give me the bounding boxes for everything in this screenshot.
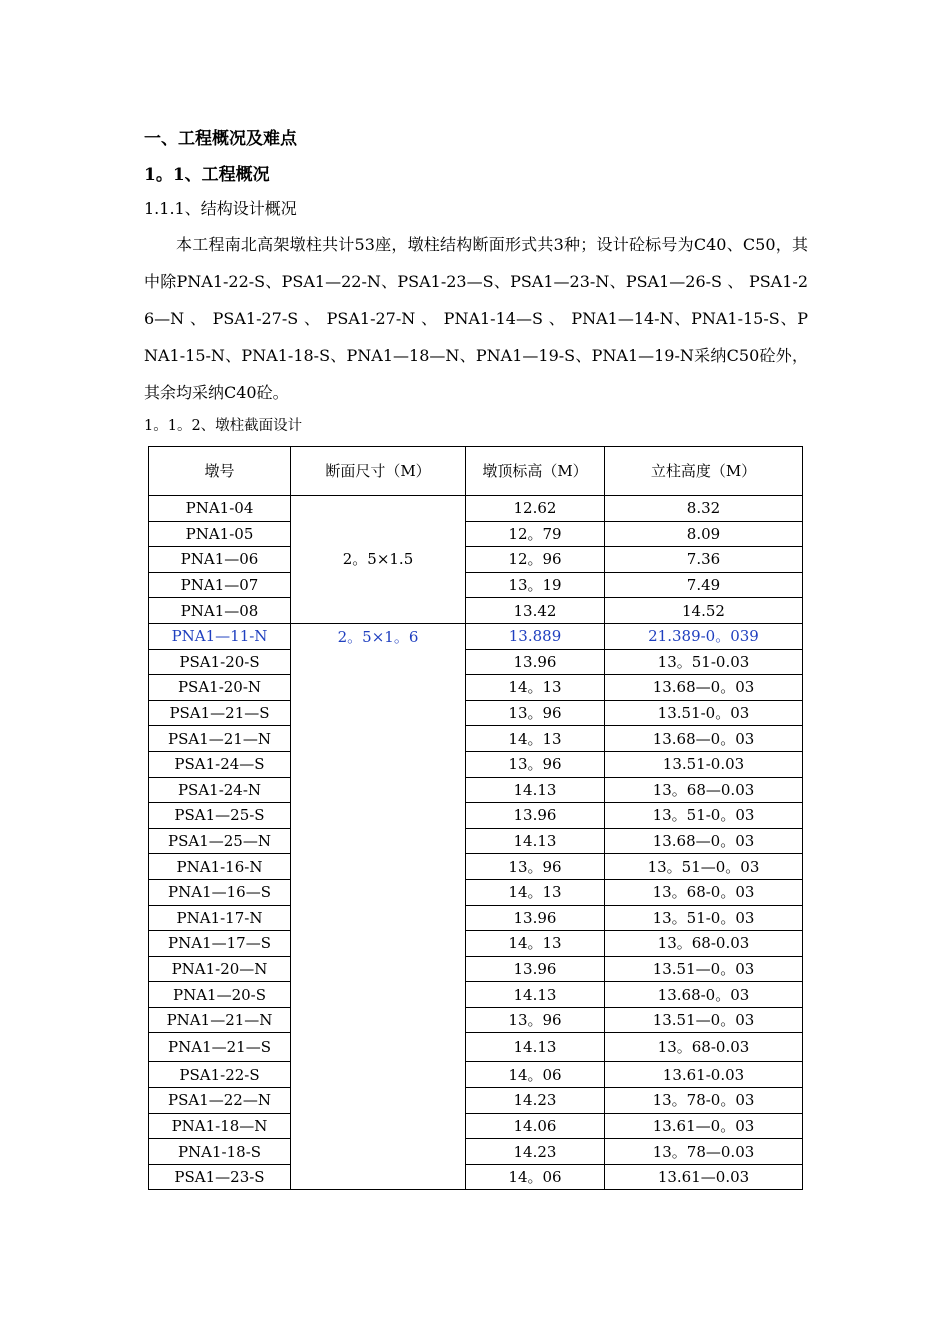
table-row (149, 854, 803, 880)
table-row (149, 1007, 803, 1033)
table-row (149, 496, 803, 522)
table-row (149, 803, 803, 829)
top-elevation-cell: 12。96 (466, 547, 605, 573)
pier-no-cell: PSA1-24-N (149, 777, 291, 803)
top-elevation-cell: 14.23 (466, 1139, 605, 1165)
top-elevation-cell: 13.96 (466, 905, 605, 931)
pier-no-cell: PNA1—06 (149, 547, 291, 573)
column-height-cell: 14.52 (605, 598, 803, 624)
column-height-cell: 13。51—0。03 (605, 854, 803, 880)
top-elevation-cell: 13.42 (466, 598, 605, 624)
table-row-highlighted (149, 623, 803, 649)
column-height-cell: 13.61—0。03 (605, 1113, 803, 1139)
pier-section-table (148, 446, 803, 1190)
pier-no-cell: PSA1-20-N (149, 675, 291, 701)
header-column-height: 立柱高度（M） (605, 447, 803, 496)
sub-subsection-heading: 1.1.1、结构设计概况 (144, 199, 297, 218)
column-height-cell: 13.51-0.03 (605, 751, 803, 777)
table-row (149, 777, 803, 803)
column-height-cell: 21.389-0。039 (605, 623, 803, 649)
column-height-cell: 13.68-0。03 (605, 982, 803, 1008)
pier-no-cell: PNA1—07 (149, 572, 291, 598)
top-elevation-cell: 12.62 (466, 496, 605, 522)
top-elevation-cell: 13。19 (466, 572, 605, 598)
table-row (149, 1088, 803, 1114)
top-elevation-cell: 13。96 (466, 700, 605, 726)
pier-no-cell: PSA1—25—N (149, 828, 291, 854)
pier-no-cell: PNA1-04 (149, 496, 291, 522)
top-elevation-cell: 12。79 (466, 521, 605, 547)
top-elevation-cell: 13。96 (466, 854, 605, 880)
table-row (149, 751, 803, 777)
header-section-size: 断面尺寸（M） (291, 447, 466, 496)
table-row (149, 905, 803, 931)
column-height-cell: 7.36 (605, 547, 803, 573)
table-row (149, 521, 803, 547)
pier-no-cell: PNA1—21—S (149, 1033, 291, 1062)
column-height-cell: 13。68-0.03 (605, 931, 803, 957)
pier-no-cell: PSA1—23-S (149, 1164, 291, 1190)
table-row (149, 675, 803, 701)
column-height-cell: 8.32 (605, 496, 803, 522)
table-row (149, 931, 803, 957)
pier-no-cell: PSA1-22-S (149, 1062, 291, 1088)
pier-no-cell: PNA1-17-N (149, 905, 291, 931)
column-height-cell: 13.51—0。03 (605, 1007, 803, 1033)
column-height-cell: 7.49 (605, 572, 803, 598)
column-height-cell: 13.68—0。03 (605, 828, 803, 854)
column-height-cell: 13.68—0。03 (605, 675, 803, 701)
top-elevation-cell: 14.13 (466, 777, 605, 803)
top-elevation-cell: 14。13 (466, 879, 605, 905)
table-heading: 1。1。2、墩柱截面设计 (144, 418, 303, 434)
section-size-cell: 2。5×1.5 (291, 496, 466, 624)
table-row (149, 598, 803, 624)
pier-no-cell: PNA1-05 (149, 521, 291, 547)
overview-paragraph: 本工程南北高架墩柱共计53座，墩柱结构断面形式共3种；设计砼标号为C40、C50，其中除PNA1-22-S、PSA1—22-N、PSA1-23—S、PSA1—23-N、PSA1—26-S 、 PSA1-26—N 、 PSA1-27-S 、 PSA1-27-N 、 PNA1-14—S 、 PNA1—14-N、PNA1-15-S、PNA1-15-N、PNA1-18-S、PNA1—18—N、PNA1—19-S、PNA1—19-N采纳C50砼外，其余均采纳C40砼。 (144, 235, 808, 402)
table-row (149, 572, 803, 598)
table-row (149, 1113, 803, 1139)
top-elevation-cell: 14。13 (466, 726, 605, 752)
top-elevation-cell: 14。06 (466, 1164, 605, 1190)
column-height-cell: 13。68—0.03 (605, 777, 803, 803)
column-height-cell: 13.61-0.03 (605, 1062, 803, 1088)
top-elevation-cell: 14.06 (466, 1113, 605, 1139)
top-elevation-cell: 14.13 (466, 982, 605, 1008)
top-elevation-cell: 14.13 (466, 1033, 605, 1062)
table-row (149, 982, 803, 1008)
pier-no-cell: PSA1—21—S (149, 700, 291, 726)
table-row (149, 649, 803, 675)
table-header-row (149, 447, 803, 496)
column-height-cell: 13.51—0。03 (605, 956, 803, 982)
table-row (149, 1164, 803, 1190)
table-row (149, 1062, 803, 1088)
top-elevation-cell: 14。06 (466, 1062, 605, 1088)
pier-no-cell: PNA1—21—N (149, 1007, 291, 1033)
top-elevation-cell: 13.96 (466, 803, 605, 829)
header-pier-no: 墩号 (149, 447, 291, 496)
column-height-cell: 13。68-0.03 (605, 1033, 803, 1062)
column-height-cell: 13。51-0.03 (605, 649, 803, 675)
table-row (149, 547, 803, 573)
pier-no-cell: PSA1—21—N (149, 726, 291, 752)
top-elevation-cell: 13。96 (466, 1007, 605, 1033)
section-heading: 一、工程概况及难点 (144, 129, 297, 149)
column-height-cell: 13。78-0。03 (605, 1088, 803, 1114)
top-elevation-cell: 14.23 (466, 1088, 605, 1114)
column-height-cell: 13.61—0.03 (605, 1164, 803, 1190)
top-elevation-cell: 14。13 (466, 675, 605, 701)
table-row (149, 879, 803, 905)
column-height-cell: 13.68—0。03 (605, 726, 803, 752)
table-row (149, 1033, 803, 1062)
top-elevation-cell: 13.96 (466, 649, 605, 675)
pier-no-cell: PSA1—22—N (149, 1088, 291, 1114)
top-elevation-cell: 13.96 (466, 956, 605, 982)
pier-no-cell: PNA1—17—S (149, 931, 291, 957)
table-row (149, 726, 803, 752)
column-height-cell: 13。68-0。03 (605, 879, 803, 905)
pier-no-cell: PSA1-24—S (149, 751, 291, 777)
pier-no-cell: PSA1—25-S (149, 803, 291, 829)
top-elevation-cell: 13。96 (466, 751, 605, 777)
pier-no-cell: PNA1-20—N (149, 956, 291, 982)
column-height-cell: 13.51-0。03 (605, 700, 803, 726)
pier-no-cell: PNA1-16-N (149, 854, 291, 880)
column-height-cell: 13。78—0.03 (605, 1139, 803, 1165)
table-row (149, 956, 803, 982)
section-size-cell: 2。5×1。6 (291, 623, 466, 1189)
table-row (149, 1139, 803, 1165)
top-elevation-cell: 13.889 (466, 623, 605, 649)
table-row (149, 828, 803, 854)
column-height-cell: 13。51-0。03 (605, 905, 803, 931)
header-top-elevation: 墩顶标高（M） (466, 447, 605, 496)
pier-no-cell: PNA1—16—S (149, 879, 291, 905)
pier-no-cell: PNA1—08 (149, 598, 291, 624)
pier-no-cell: PSA1-20-S (149, 649, 291, 675)
column-height-cell: 8.09 (605, 521, 803, 547)
top-elevation-cell: 14。13 (466, 931, 605, 957)
top-elevation-cell: 14.13 (466, 828, 605, 854)
pier-no-cell: PNA1—20-S (149, 982, 291, 1008)
pier-no-cell: PNA1-18—N (149, 1113, 291, 1139)
pier-no-cell: PNA1-18-S (149, 1139, 291, 1165)
subsection-heading: 1。1、工程概况 (144, 165, 270, 185)
table-row (149, 700, 803, 726)
pier-no-cell: PNA1—11-N (149, 623, 291, 649)
column-height-cell: 13。51-0。03 (605, 803, 803, 829)
